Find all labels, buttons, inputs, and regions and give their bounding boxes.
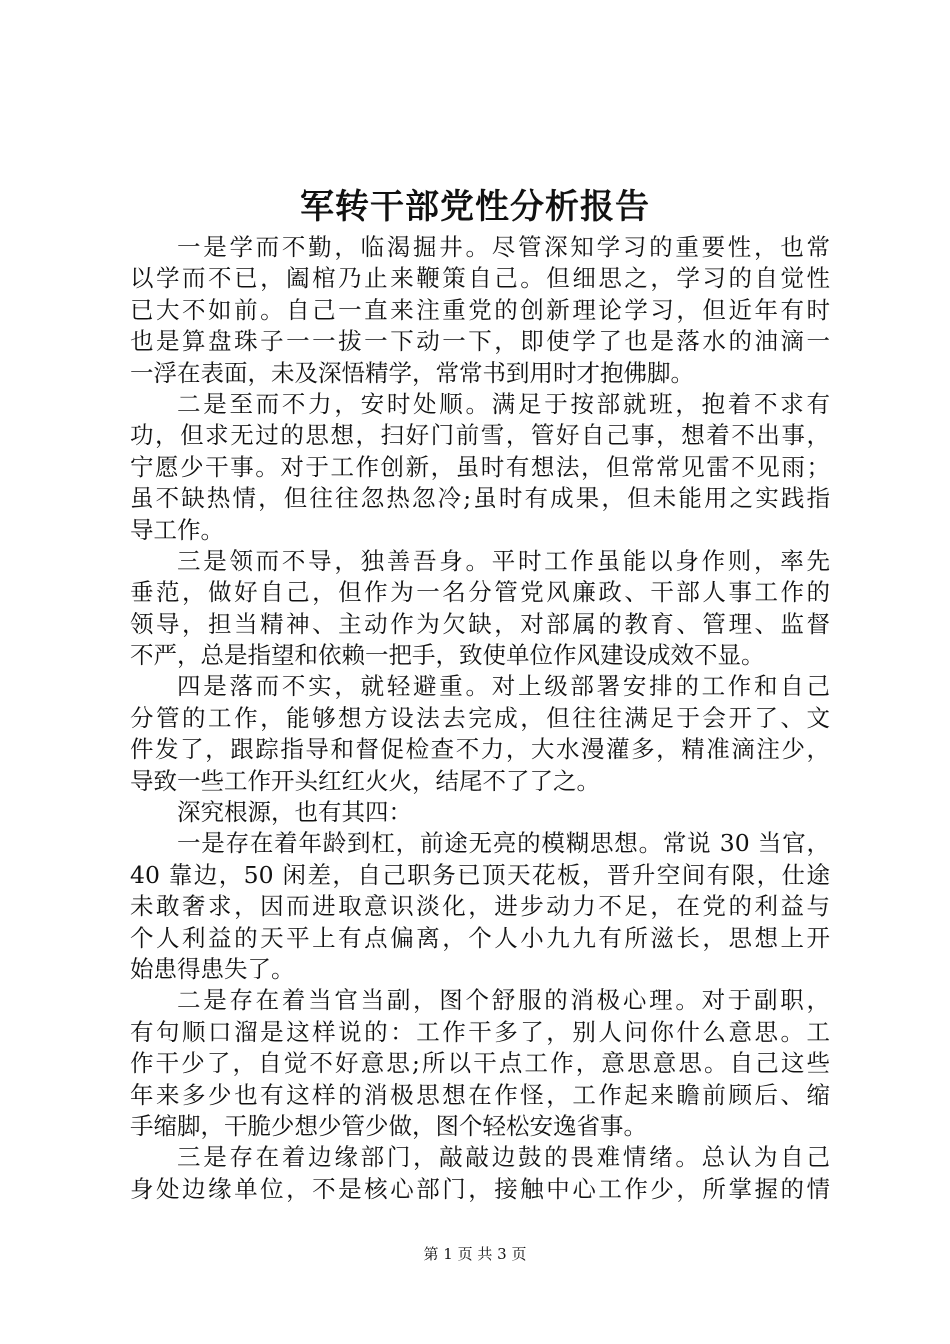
body-line: 也是算盘珠子一一拔一下动一下，即使学了也是落水的油滴一	[130, 327, 830, 356]
body-line: 二是存在着当官当副，图个舒服的消极心理。对于副职，	[177, 986, 830, 1015]
body-line: 深究根源，也有其四：	[177, 798, 412, 827]
body-line: 不严，总是指望和依赖一把手，致使单位作风建设成效不显。	[130, 641, 765, 670]
body-line: 以学而不已，阖棺乃止来鞭策自己。但细思之，学习的自觉性	[130, 264, 830, 293]
body-line: 宁愿少干事。对于工作创新，虽时有想法，但常常见雷不见雨；	[130, 452, 830, 481]
body-line: 分管的工作，能够想方设法去完成，但往往满足于会开了、文	[130, 703, 830, 732]
body-line: 始患得患失了。	[130, 954, 295, 983]
body-line: 领导，担当精神、主动作为欠缺，对部属的教育、管理、监督	[130, 609, 830, 638]
body-line: 个人利益的天平上有点偏离，个人小九九有所滋长，思想上开	[130, 923, 830, 952]
body-line: 虽不缺热情，但往往忽热忽冷;虽时有成果，但未能用之实践指	[130, 484, 830, 513]
page-footer: 第 1 页 共 3 页	[423, 1245, 527, 1263]
body-line: 件发了，跟踪指导和督促检查不力，大水漫灌多，精准滴注少，	[130, 735, 830, 764]
body-line: 已大不如前。自己一直来注重党的创新理论学习，但近年有时	[130, 295, 830, 324]
body-line: 有句顺口溜是这样说的：工作干多了，别人问你什么意思。工	[130, 1017, 830, 1046]
body-line: 40 靠边，50 闲差，自己职务已顶天花板，晋升空间有限，仕途	[130, 860, 830, 889]
body-line: 作干少了，自觉不好意思;所以干点工作，意思意思。自己这些	[130, 1049, 830, 1078]
body-line: 垂范，做好自己，但作为一名分管党风廉政、干部人事工作的	[130, 578, 830, 607]
body-line: 手缩脚，干脆少想少管少做，图个轻松安逸省事。	[130, 1111, 647, 1140]
body-line: 二是至而不力，安时处顺。满足于按部就班，抱着不求有	[177, 389, 830, 418]
body-line: 一是存在着年龄到杠，前途无亮的模糊思想。常说 30 当官，	[177, 829, 830, 858]
document-body	[130, 232, 830, 1205]
document-title: 军转干部党性分析报告	[300, 187, 650, 227]
body-line: 一是学而不勤，临渴掘井。尽管深知学习的重要性，也常	[177, 233, 830, 261]
body-line: 三是存在着边缘部门，敲敲边鼓的畏难情绪。总认为自己	[177, 1143, 830, 1172]
body-line: 未敢奢求，因而进取意识淡化，进步动力不足，在党的利益与	[130, 892, 830, 921]
body-line: 三是领而不导，独善吾身。平时工作虽能以身作则，率先	[177, 546, 830, 575]
body-line: 身处边缘单位，不是核心部门，接触中心工作少，所掌握的情	[130, 1174, 830, 1203]
body-line: 一浮在表面，未及深悟精学，常常书到用时才抱佛脚。	[130, 358, 694, 387]
body-line: 导工作。	[130, 515, 224, 544]
body-line: 年来多少也有这样的消极思想在作怪，工作起来瞻前顾后、缩	[130, 1080, 830, 1109]
body-line: 功，但求无过的思想，扫好门前雪，管好自己事，想着不出事，	[130, 421, 830, 450]
body-line: 四是落而不实，就轻避重。对上级部署安排的工作和自己	[177, 672, 830, 701]
body-line: 导致一些工作开头红红火火，结尾不了了之。	[130, 766, 600, 795]
